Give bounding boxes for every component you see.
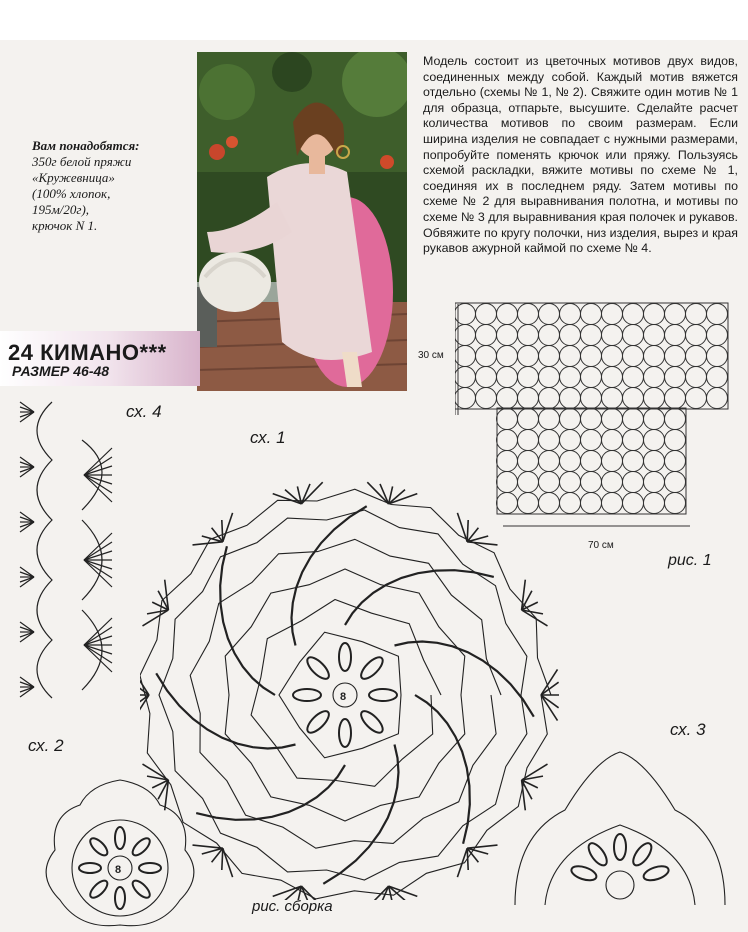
center-number-2: 8 (115, 864, 122, 876)
motif-circle (644, 304, 665, 325)
motif-circle (686, 388, 707, 409)
motif-circle (707, 325, 728, 346)
fan-stitch (84, 645, 112, 663)
sx3-petal (630, 840, 655, 868)
motif-circle (560, 451, 581, 472)
motif-circle (581, 325, 602, 346)
motif-circle (665, 388, 686, 409)
motif-circle (665, 493, 686, 514)
motif-circle (539, 346, 560, 367)
sx1-petal (339, 719, 351, 747)
sx1-fan-stitch (467, 845, 497, 848)
edging-stitch (20, 512, 34, 522)
height-label: 30 см (418, 350, 444, 361)
fan-stitch (84, 457, 112, 475)
sx1-fan-stitch (389, 494, 418, 504)
motif-circle (602, 367, 623, 388)
model-photo-illustration (197, 52, 407, 391)
motif-circle (518, 304, 539, 325)
motif-circle (644, 388, 665, 409)
edging-stitch (20, 567, 34, 577)
sx1-spiral (415, 695, 470, 844)
sx1-petal (304, 708, 332, 736)
edging-stitch (20, 467, 34, 472)
motif-circle (539, 304, 560, 325)
motif-circle (623, 430, 644, 451)
motif-circle (581, 304, 602, 325)
edging-chart-sx4 (12, 400, 132, 700)
motif-circle (560, 409, 581, 430)
chart-label-sx3: сх. 3 (670, 720, 706, 739)
description-text: Модель состоит из цветочных мотивов двух видов, соединенных между собой. Каждый мотив вяжется отдельно (схемы № 1, № 2). Свяжите один мотив № 1 для образца, отпарьте, высушите. Сделайте расчет количества мотивов по своим размерам. Если ширина изделия не совпадает с нужными размерами, попробуйте поменять крючок или пряжу. Пользуясь схемой раскладки, вяжите мотивы по схеме № 1, соединяя их в последнем ряду. Затем мотивы по схеме № 2 для выравнивания полотна, и мотивы по схеме № 3 для выравнивания края полочек и рукавов. Обвяжите по кругу полочки, низ изделия, вырез и края рукавов ажурной каймой по схеме № 4. (423, 54, 738, 256)
sx1-fan-stitch (273, 886, 302, 896)
sx2-petal (115, 827, 125, 849)
edging-stitch (20, 677, 34, 687)
motif-circle (644, 472, 665, 493)
motif-circle (518, 346, 539, 367)
sx2-petal (115, 887, 125, 909)
motif-circle (665, 430, 686, 451)
sx1-fan-stitch (457, 848, 467, 877)
motif-chart-sx3 (505, 740, 735, 910)
motif-circle (497, 325, 518, 346)
page-title: 24 КИМАНО*** (8, 340, 167, 365)
motif-circle (476, 325, 497, 346)
edging-stitch (20, 632, 34, 637)
motif-circle (665, 367, 686, 388)
motif-circle (476, 304, 497, 325)
chart-label-sx4: сх. 4 (126, 402, 162, 421)
motif-circle (560, 346, 581, 367)
motif-circle (707, 304, 728, 325)
motif-circle (497, 388, 518, 409)
materials-line: «Кружевница» (32, 170, 115, 185)
size-label: РАЗМЕР 46-48 (12, 363, 110, 379)
sx2-petal (139, 863, 161, 873)
motif-circle (665, 304, 686, 325)
motif-circle (560, 325, 581, 346)
motif-circle (497, 346, 518, 367)
motif-circle (560, 367, 581, 388)
sx1-fan-stitch (273, 494, 302, 504)
materials-line: крючок N 1. (32, 218, 98, 233)
motif-circle (665, 451, 686, 472)
motif-circle (644, 430, 665, 451)
sx3-petal (570, 864, 598, 883)
figure-caption: рис. 1 (668, 552, 712, 569)
motif-circle (686, 367, 707, 388)
chart-label-assembly: рис. сборка (252, 898, 333, 915)
motif-circle (602, 388, 623, 409)
motif-circle (602, 346, 623, 367)
edging-stitch (20, 467, 34, 477)
edging-stitch (20, 577, 34, 582)
motif-circle (623, 388, 644, 409)
sx1-fan-stitch (222, 848, 223, 870)
motif-circle (497, 367, 518, 388)
motif-circle (581, 409, 602, 430)
motif-circle (602, 430, 623, 451)
sx3-petal (585, 840, 610, 868)
motif-circle (665, 346, 686, 367)
motif-circle (665, 409, 686, 430)
motif-circle (476, 367, 497, 388)
motif-circle (602, 472, 623, 493)
motif-circle (623, 409, 644, 430)
sx1-spiral (220, 546, 275, 695)
motif-circle (644, 493, 665, 514)
edging-stitch (20, 522, 34, 527)
fan-stitch (84, 627, 112, 645)
sx2-petal (87, 835, 110, 858)
sx1-spiral (395, 642, 534, 717)
motif-circle (602, 409, 623, 430)
fan-stitch (84, 542, 112, 560)
sx1-fan-stitch (467, 520, 468, 542)
motif-circle (665, 472, 686, 493)
edging-stitch (20, 402, 34, 412)
motif-circle (560, 304, 581, 325)
motif-circle (623, 367, 644, 388)
motif-circle (623, 472, 644, 493)
motif-circle (476, 346, 497, 367)
motif-circle (581, 451, 602, 472)
sx3-petal (642, 864, 670, 883)
motif-circle (644, 325, 665, 346)
edging-stitch (20, 682, 34, 687)
motif-circle (686, 325, 707, 346)
fan-stitch (84, 560, 112, 578)
motif-circle (581, 388, 602, 409)
sx1-petal (304, 654, 332, 682)
motif-circle (707, 388, 728, 409)
sx1-fan-stitch (367, 482, 388, 504)
edging-stitch (20, 407, 34, 412)
edging-stitch (20, 577, 34, 587)
sx3-petal (614, 834, 626, 860)
motif-circle (623, 493, 644, 514)
motif-circle (623, 451, 644, 472)
motif-circle (539, 388, 560, 409)
motif-circle (644, 409, 665, 430)
sx1-fan-stitch (467, 542, 497, 545)
sx1-petal (358, 708, 386, 736)
materials-line: (100% хлопок, (32, 186, 111, 201)
motif-circle (581, 472, 602, 493)
motif-chart-sx2 (20, 760, 220, 932)
chart-label-sx2: сх. 2 (28, 736, 64, 755)
motif-circle (560, 472, 581, 493)
width-label: 70 см (588, 540, 614, 551)
edging-stitch (20, 522, 34, 532)
sx1-spiral (156, 673, 295, 748)
edging-stitch (20, 627, 34, 632)
motif-circle (707, 346, 728, 367)
motif-circle (581, 367, 602, 388)
edging-stitch (20, 412, 34, 417)
sx1-petal (358, 654, 386, 682)
motif-circle (518, 388, 539, 409)
motif-circle (539, 325, 560, 346)
motif-circle (602, 325, 623, 346)
motif-circle (476, 388, 497, 409)
chart-label-sx1: сх. 1 (250, 428, 286, 447)
motif-circle (707, 367, 728, 388)
motif-circle (497, 304, 518, 325)
materials-heading: Вам понадобятся: (32, 138, 140, 153)
materials-line: 350г белой пряжи (32, 154, 132, 169)
motif-circle (581, 493, 602, 514)
sx2-petal (79, 863, 101, 873)
fan-stitch (84, 475, 112, 493)
motif-circle (560, 430, 581, 451)
materials-line: 195м/20г), (32, 202, 90, 217)
materials-list (32, 138, 192, 234)
edging-stitch (20, 517, 34, 522)
sx1-fan-stitch (541, 695, 559, 708)
motif-circle (518, 367, 539, 388)
motif-circle (623, 325, 644, 346)
motif-circle (623, 346, 644, 367)
edging-stitch (20, 687, 34, 697)
motif-circle (581, 430, 602, 451)
motif-circle (518, 325, 539, 346)
motif-circle (686, 304, 707, 325)
motif-circle (602, 493, 623, 514)
motif-circle (497, 409, 518, 430)
edging-stitch (20, 632, 34, 642)
motif-circle (686, 346, 707, 367)
sx1-fan-stitch (467, 848, 468, 870)
edging-stitch (20, 687, 34, 692)
sx1-petal (293, 689, 321, 701)
edging-stitch (20, 412, 34, 422)
motif-circle (623, 304, 644, 325)
motif-circle (539, 367, 560, 388)
motif-circle (644, 367, 665, 388)
sx1-petal (369, 689, 397, 701)
sx2-petal (87, 878, 110, 901)
edging-stitch (20, 572, 34, 577)
sx2-petal (130, 835, 153, 858)
sx1-fan-stitch (222, 520, 223, 542)
magazine-page (0, 40, 748, 932)
sx1-petal (339, 643, 351, 671)
sx1-fan-stitch (223, 513, 233, 542)
center-number: 8 (340, 691, 347, 703)
edging-stitch (20, 622, 34, 632)
motif-circle (665, 325, 686, 346)
sx2-petal (130, 878, 153, 901)
edging-stitch (20, 462, 34, 467)
motif-circle (539, 409, 560, 430)
motif-circle (602, 451, 623, 472)
motif-circle (560, 493, 581, 514)
sx1-fan-stitch (223, 848, 233, 877)
model-photo (197, 52, 407, 391)
motif-circle (602, 304, 623, 325)
motif-circle (581, 346, 602, 367)
motif-circle (518, 409, 539, 430)
motif-circle (644, 451, 665, 472)
motif-circle (644, 346, 665, 367)
edging-stitch (20, 457, 34, 467)
motif-circle (560, 388, 581, 409)
